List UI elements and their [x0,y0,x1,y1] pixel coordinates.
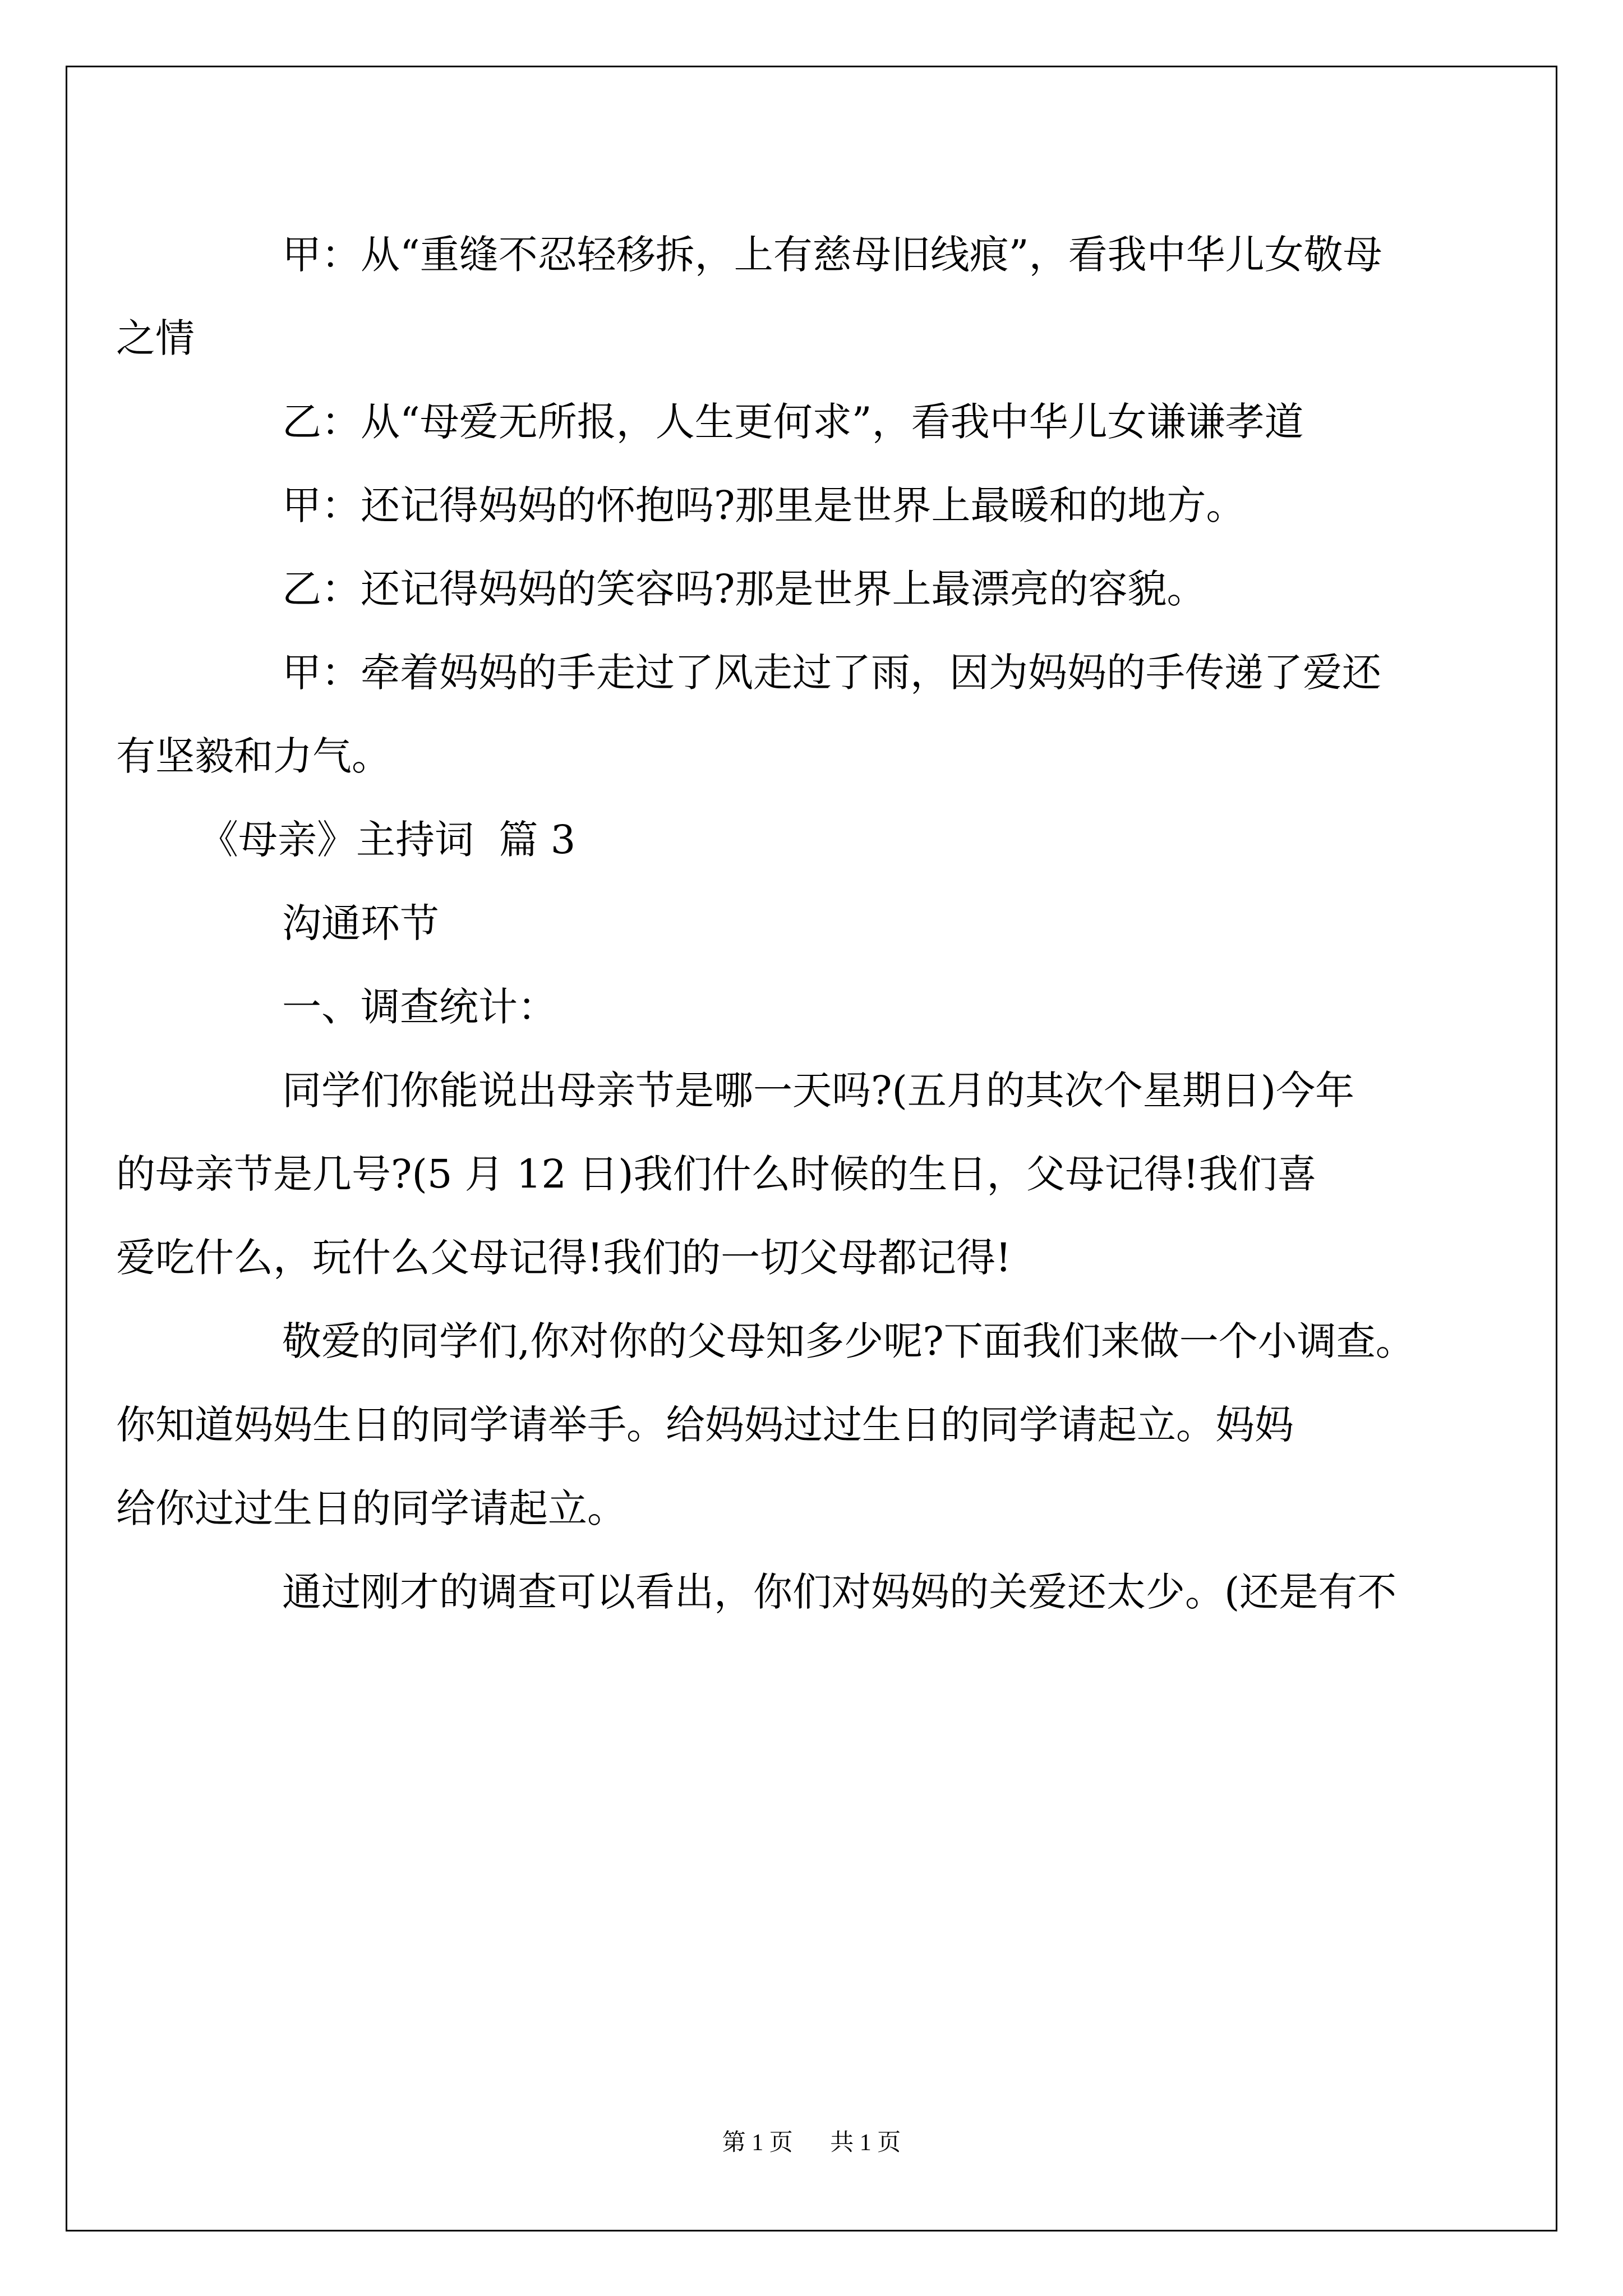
heading-text: 《母亲》主持词 篇 3 [199,817,576,863]
paragraph-3 [199,464,1433,547]
text-line: 沟通环节 [282,900,439,946]
paragraph-10 [199,1550,1433,1634]
paragraph-9 [116,1300,1433,1550]
page-footer [0,2129,1623,2157]
paragraph-4 [199,547,1433,631]
document-body [116,213,1433,1634]
text-line: 甲：牵着妈妈的手走过了风走过了雨，因为妈妈的手传递了爱还 [282,650,1381,696]
page-total: 共 1 页 [830,2130,901,2156]
text-line: 敬爱的同学们,你对你的父母知多少呢?下面我们来做一个小调查。 [282,1318,1415,1364]
text-line: 你知道妈妈生日的同学请举手。给妈妈过过生日的同学请起立。妈妈 [116,1402,1294,1448]
text-line: 乙：从“母爱无所报，人生更何求”，看我中华儿女谦谦孝道 [282,399,1304,445]
text-line: 之情 [116,315,195,361]
paragraph-2 [199,380,1433,464]
paragraph-7 [199,965,1433,1049]
text-line: 乙：还记得妈妈的笑容吗?那是世界上最漂亮的容貌。 [282,566,1206,612]
text-line: 同学们你能说出母亲节是哪一天吗?(五月的其次个星期日)今年 [282,1068,1355,1114]
text-line: 通过刚才的调查可以看出，你们对妈妈的关爱还太少。(还是有不 [282,1569,1397,1615]
text-line: 给你过过生日的同学请起立。 [116,1485,626,1531]
page-number: 第 1 页 [722,2130,793,2156]
text-line: 一、调查统计： [282,984,557,1030]
paragraph-5 [116,631,1433,798]
text-line: 有坚毅和力气。 [116,733,391,779]
text-line: 甲：从“重缝不忍轻移拆，上有慈母旧线痕”，看我中华儿女敬母 [282,232,1382,278]
text-line: 爱吃什么，玩什么父母记得!我们的一切父母都记得! [116,1235,1012,1281]
text-line: 的母亲节是几号?(5 月 12 日)我们什么时候的生日，父母记得!我们喜 [116,1151,1317,1197]
paragraph-1 [116,213,1433,380]
paragraph-8 [116,1049,1433,1300]
text-line: 甲：还记得妈妈的怀抱吗?那里是世界上最暖和的地方。 [282,482,1246,528]
section-heading [199,798,1433,882]
paragraph-6 [199,882,1433,965]
